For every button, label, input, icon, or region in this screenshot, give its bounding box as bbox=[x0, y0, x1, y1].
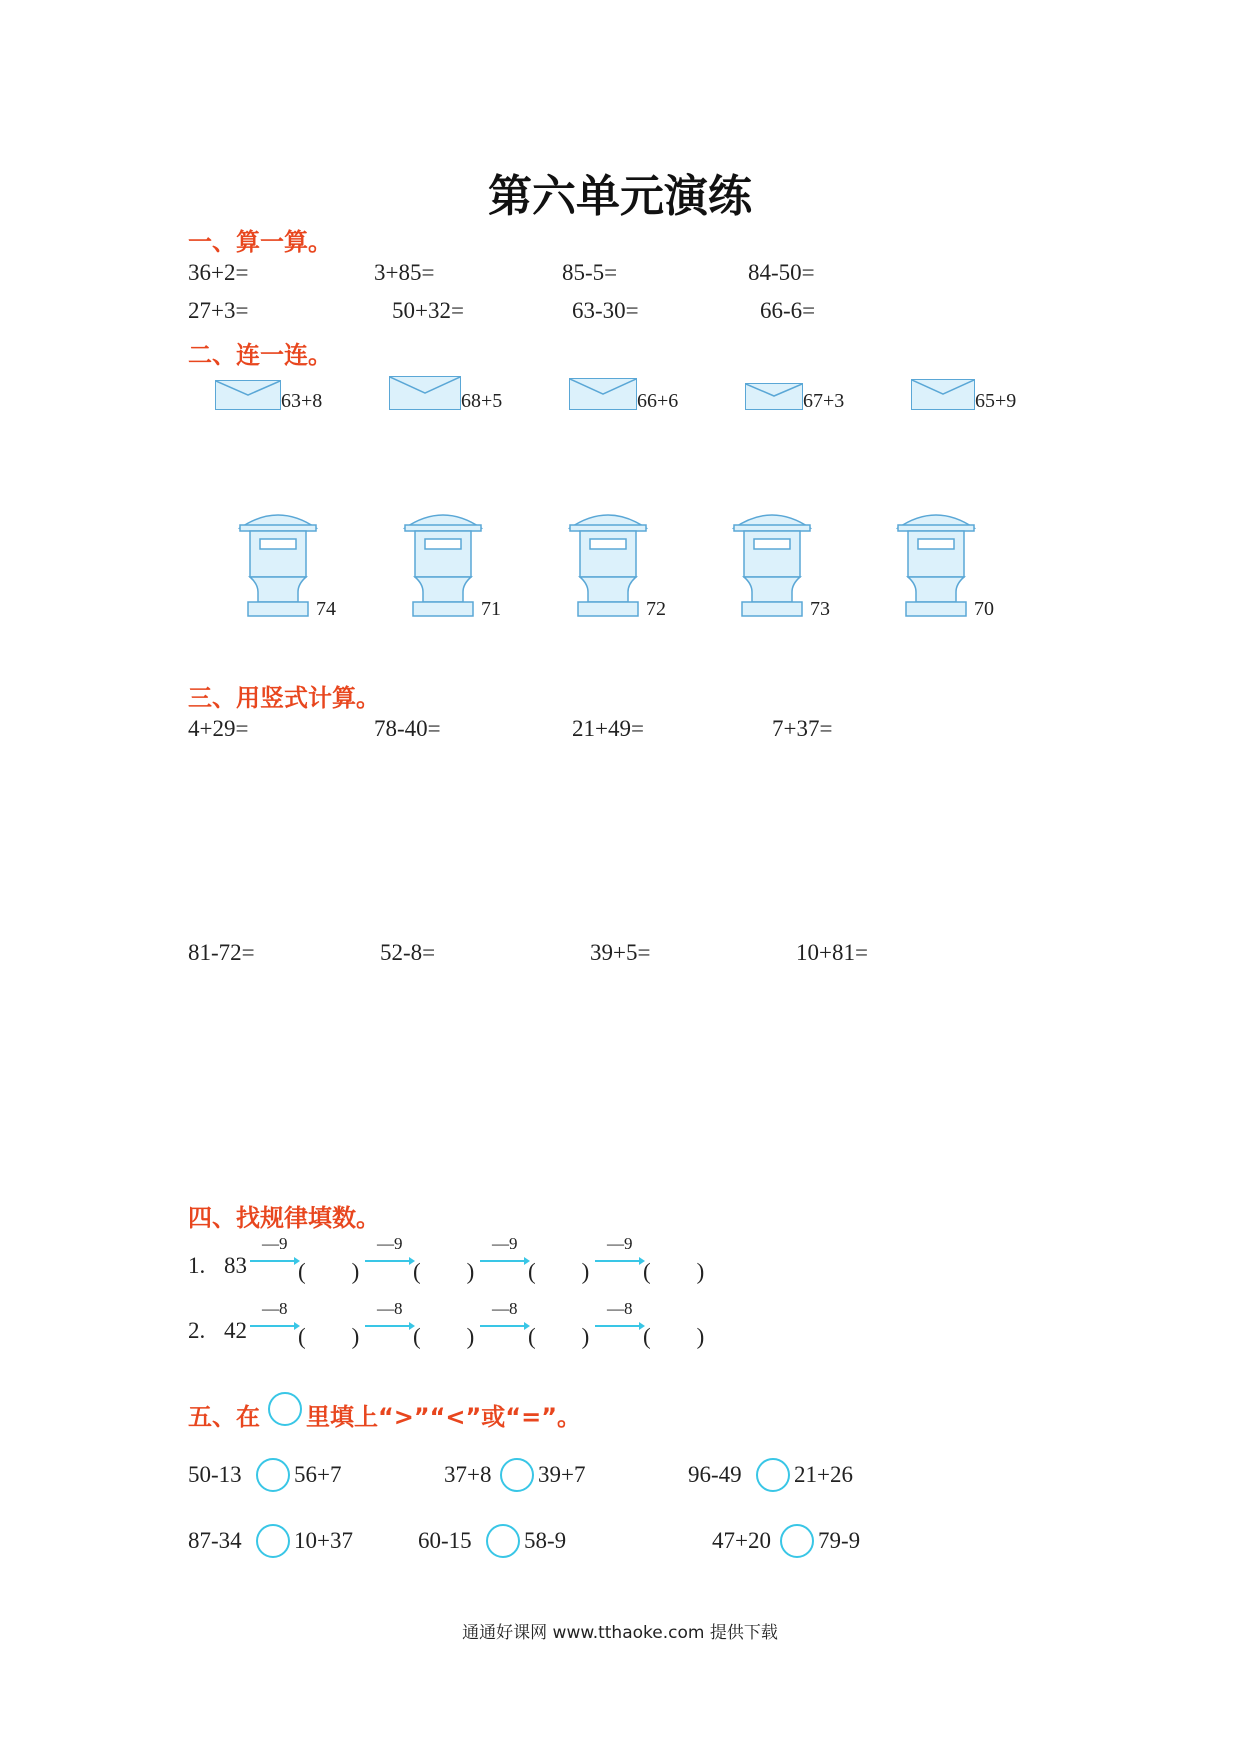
mailbox-number: 73 bbox=[810, 598, 830, 620]
compare-right: 21+26 bbox=[794, 1462, 853, 1487]
calc-problem: 27+3= bbox=[188, 298, 249, 323]
step-label: —8 bbox=[607, 1299, 633, 1318]
section1-heading: 一、算一算。 bbox=[188, 228, 332, 256]
envelope-label: 68+5 bbox=[461, 390, 503, 412]
arrow-right-icon bbox=[250, 1256, 300, 1266]
mailbox-number: 74 bbox=[316, 598, 336, 620]
arrow-right-icon bbox=[480, 1321, 530, 1331]
compare-left: 96-49 bbox=[688, 1462, 742, 1487]
circle-icon bbox=[268, 1392, 302, 1426]
answer-blank[interactable]: ( ) bbox=[298, 1324, 360, 1349]
envelope-label: 65+9 bbox=[975, 390, 1017, 412]
compare-right: 10+37 bbox=[294, 1528, 353, 1553]
mailbox-number: 72 bbox=[646, 598, 666, 620]
answer-blank[interactable]: ( ) bbox=[528, 1324, 590, 1349]
sequence-label: 1. bbox=[188, 1253, 206, 1278]
compare-right: 79-9 bbox=[818, 1528, 861, 1553]
compare-left: 50-13 bbox=[188, 1462, 242, 1487]
vertical-calc-problem: 10+81= bbox=[796, 940, 868, 965]
footer-credit: 通通好课网 www.tthaoke.com 提供下载 bbox=[462, 1623, 778, 1643]
calc-problem: 3+85= bbox=[374, 260, 435, 285]
calc-problem: 36+2= bbox=[188, 260, 249, 285]
vertical-calc-problem: 7+37= bbox=[772, 716, 833, 741]
step-label: —9 bbox=[377, 1234, 403, 1253]
calc-problem: 85-5= bbox=[562, 260, 618, 285]
arrow-right-icon bbox=[250, 1321, 300, 1331]
sequence-start: 42 bbox=[224, 1318, 247, 1343]
step-label: —9 bbox=[492, 1234, 518, 1253]
step-label: —9 bbox=[607, 1234, 633, 1253]
vertical-calc-problem: 21+49= bbox=[572, 716, 644, 741]
calc-problem: 50+32= bbox=[392, 298, 464, 323]
mailbox-icon bbox=[238, 510, 318, 618]
envelope-label: 67+3 bbox=[803, 390, 845, 412]
compare-left: 60-15 bbox=[418, 1528, 472, 1553]
step-label: —8 bbox=[262, 1299, 288, 1318]
answer-blank[interactable]: ( ) bbox=[528, 1259, 590, 1284]
calc-problem: 84-50= bbox=[748, 260, 815, 285]
vertical-calc-problem: 39+5= bbox=[590, 940, 651, 965]
envelope-icon bbox=[389, 376, 461, 410]
sequence-label: 2. bbox=[188, 1318, 206, 1343]
mailbox-icon bbox=[568, 510, 648, 618]
sequence-start: 83 bbox=[224, 1253, 247, 1278]
envelope-icon bbox=[745, 383, 803, 410]
answer-blank[interactable]: ( ) bbox=[643, 1324, 705, 1349]
arrow-right-icon bbox=[595, 1256, 645, 1266]
answer-blank[interactable]: ( ) bbox=[643, 1259, 705, 1284]
section5-heading-end: 里填上“>”“<”或“=”。 bbox=[306, 1403, 581, 1431]
mailbox-icon bbox=[896, 510, 976, 618]
envelope-label: 66+6 bbox=[637, 390, 679, 412]
compare-right: 56+7 bbox=[294, 1462, 342, 1487]
compare-circle[interactable] bbox=[256, 1458, 290, 1492]
compare-circle[interactable] bbox=[500, 1458, 534, 1492]
step-label: —8 bbox=[377, 1299, 403, 1318]
compare-circle[interactable] bbox=[256, 1524, 290, 1558]
compare-left: 37+8 bbox=[444, 1462, 492, 1487]
step-label: —8 bbox=[492, 1299, 518, 1318]
arrow-right-icon bbox=[365, 1256, 415, 1266]
vertical-calc-problem: 4+29= bbox=[188, 716, 249, 741]
vertical-calc-problem: 78-40= bbox=[374, 716, 441, 741]
section5-heading-start: 五、在 bbox=[188, 1403, 260, 1431]
section2-heading: 二、连一连。 bbox=[188, 341, 332, 369]
arrow-right-icon bbox=[365, 1321, 415, 1331]
vertical-calc-problem: 52-8= bbox=[380, 940, 436, 965]
envelope-icon bbox=[569, 378, 637, 410]
calc-problem: 66-6= bbox=[760, 298, 816, 323]
compare-left: 87-34 bbox=[188, 1528, 242, 1553]
envelope-icon bbox=[911, 379, 975, 410]
compare-circle[interactable] bbox=[780, 1524, 814, 1558]
arrow-right-icon bbox=[480, 1256, 530, 1266]
answer-blank[interactable]: ( ) bbox=[413, 1324, 475, 1349]
compare-circle[interactable] bbox=[756, 1458, 790, 1492]
compare-right: 58-9 bbox=[524, 1528, 567, 1553]
envelope-label: 63+8 bbox=[281, 390, 323, 412]
answer-blank[interactable]: ( ) bbox=[298, 1259, 360, 1284]
mailbox-number: 71 bbox=[481, 598, 501, 620]
compare-right: 39+7 bbox=[538, 1462, 586, 1487]
page-title: 第六单元演练 bbox=[488, 171, 752, 222]
section4-heading: 四、找规律填数。 bbox=[188, 1204, 380, 1232]
mailbox-icon bbox=[403, 510, 483, 618]
calc-problem: 63-30= bbox=[572, 298, 639, 323]
mailbox-number: 70 bbox=[974, 598, 994, 620]
vertical-calc-problem: 81-72= bbox=[188, 940, 255, 965]
answer-blank[interactable]: ( ) bbox=[413, 1259, 475, 1284]
envelope-icon bbox=[215, 380, 281, 410]
arrow-right-icon bbox=[595, 1321, 645, 1331]
compare-circle[interactable] bbox=[486, 1524, 520, 1558]
section3-heading: 三、用竖式计算。 bbox=[188, 684, 380, 712]
step-label: —9 bbox=[262, 1234, 288, 1253]
mailbox-icon bbox=[732, 510, 812, 618]
compare-left: 47+20 bbox=[712, 1528, 771, 1553]
